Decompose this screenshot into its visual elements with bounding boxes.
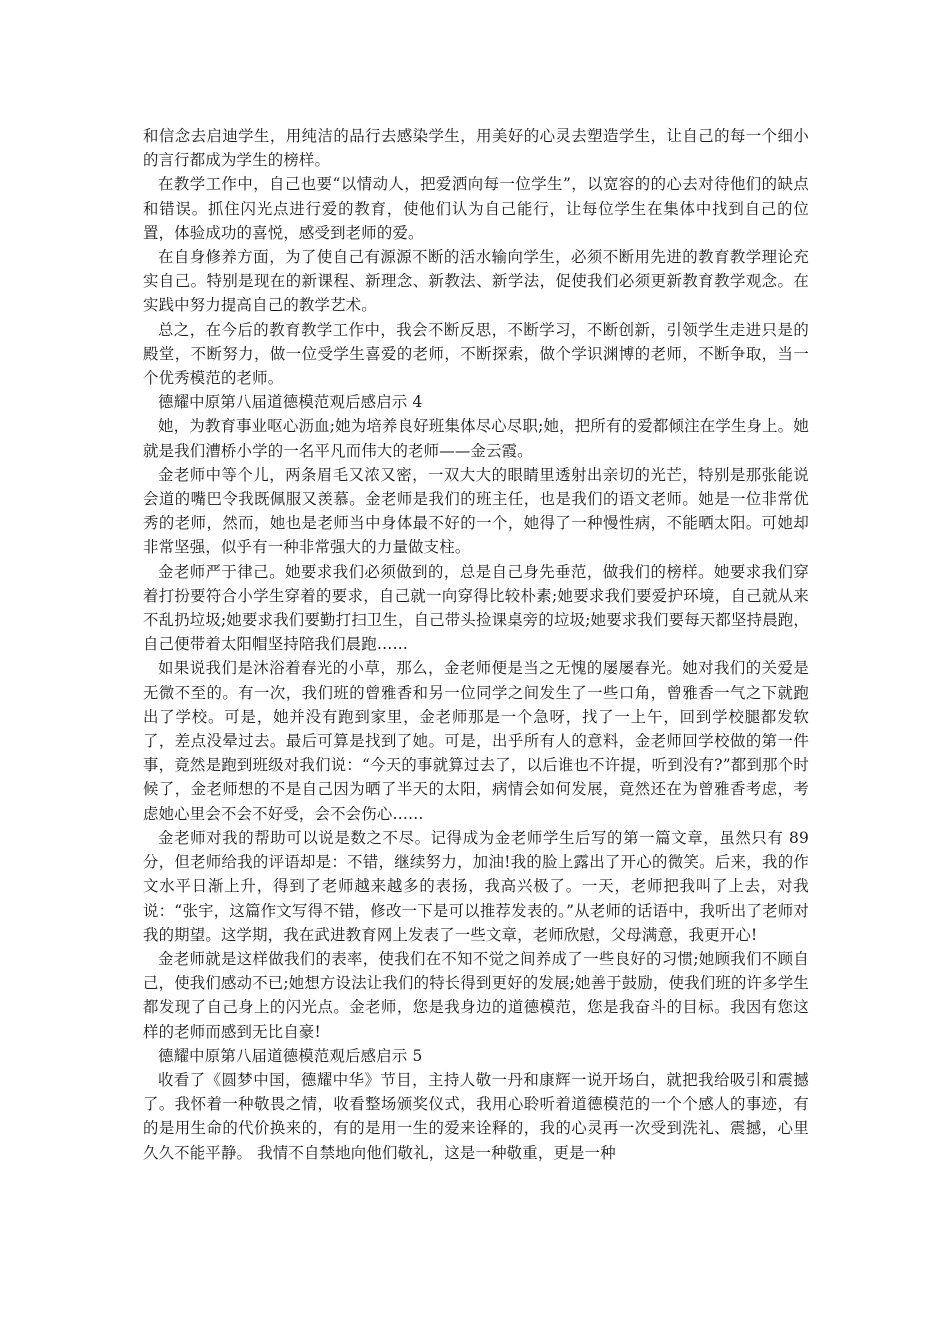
paragraph: 她，为教育事业呕心沥血;她为培养良好班集体尽心尽职;她，把所有的爱都倾注在学生身上。她就是我们漕桥小学的一名平凡而伟大的老师——金云霞。 xyxy=(143,417,809,460)
paragraph: 在教学工作中，自己也要“以情动人，把爱洒向每一位学生”，以宽容的的心去对待他们的缺点和错误。抓住闪光点进行爱的教育，使他们认为自己能行，让每位学生在集体中找到自己的位置，体验成功的喜悦，感受到老师的爱。 xyxy=(143,175,809,242)
paragraph: 金老师严于律己。她要求我们必须做到的，总是自己身先垂范，做我们的榜样。她要求我们穿着打扮要符合小学生穿着的要求，自己就一向穿得比较朴素;她要求我们要爱护环境，自己就从来不乱扔垃圾;她要求我们要勤打扫卫生，自己带头捡课桌旁的垃圾;她要求我们要每天都坚持晨跑，自己便带着太阳帽坚持陪我们晨跑…… xyxy=(143,562,809,654)
paragraph: 总之，在今后的教育教学工作中，我会不断反思，不断学习，不断创新，引领学生走进只是的殿堂，不断努力，做一位受学生喜爱的老师，不断探索，做个学识渊博的老师，不断争取，当一个优秀模范的老师。 xyxy=(143,320,809,388)
section-heading: 德耀中原第八届道德模范观后感启示 4 xyxy=(158,393,423,412)
paragraph: 金老师就是这样做我们的表率，使我们在不知不觉之间养成了一些良好的习惯;她顾我们不顾自己，使我们感动不已;她想方设法让我们的特长得到更好的发展;她善于鼓励，使我们班的许多学生都发现了自己身上的闪光点。金老师，您是我身边的道德模范，您是我奋斗的目标。我因有您这样的老师而感到无比自豪! xyxy=(143,949,809,1041)
section-heading: 德耀中原第八届道德模范观后感启示 5 xyxy=(158,1046,423,1065)
paragraph: 收看了《圆梦中国，德耀中华》节目，主持人敬一丹和康辉一说开场白，就把我给吸引和震撼了。我怀着一种敬畏之情，收看整场颁奖仪式，我用心聆听着道德模范的一个个感人的事迹，有的是用生命的代价换来的，有的是用一生的爱来诠释的，我的心灵再一次受到洗礼、震撼，心里久久不能平静。 我情不自禁地向他们敬礼，这是一种敬重，更是一种 xyxy=(143,1070,809,1162)
paragraph: 如果说我们是沐浴着春光的小草，那么，金老师便是当之无愧的屡屡春光。她对我们的关爱是无微不至的。有一次，我们班的曾雅香和另一位同学之间发生了一些口角，曾雅香一气之下就跑出了学校。可是，她并没有跑到家里，金老师那是一个急呀，找了一上午，回到学校腿都发软了，差点没晕过去。最后可算是找到了她。可是，出乎所有人的意料，金老师回学校做的第一件事，竟然是跑到班级对我们说：“今天的事就算过去了，以后谁也不许提，听到没有?”都到那个时候了，金老师想的不是自己因为晒了半天的太阳，病情会如何发展，竟然还在为曾雅香考虑，考虑她心里会不会不好受，会不会伤心…… xyxy=(143,659,809,823)
document-page xyxy=(143,124,809,1165)
paragraph: 金老师对我的帮助可以说是数之不尽。记得成为金老师学生后写的第一篇文章，虽然只有 89 分，但老师给我的评语却是：不错，继续努力，加油!我的脸上露出了开心的微笑。后来，我的作文水平日渐上升，得到了老师越来越多的表扬，我高兴极了。一天，老师把我叫了上去，对我说：“张宇，这篇作文写得不错，修改一下是可以推荐发表的。”从老师的话语中，我听出了老师对我的期望。这学期，我在武进教育网上发表了一些文章，老师欣慰，父母满意，我更开心! xyxy=(143,828,809,944)
paragraph: 金老师中等个儿，两条眉毛又浓又密，一双大大的眼睛里透射出亲切的光芒，特别是那张能说会道的嘴巴令我既佩服又羡慕。金老师是我们的班主任，也是我们的语文老师。她是一位非常优秀的老师，然而，她也是老师当中身体最不好的一个，她得了一种慢性病，不能晒太阳。可她却非常坚强，似乎有一种非常强大的力量做支柱。 xyxy=(143,465,809,557)
paragraph-continuation: 和信念去启迪学生，用纯洁的品行去感染学生，用美好的心灵去塑造学生，让自己的每一个细小的言行都成为学生的榜样。 xyxy=(143,127,809,170)
paragraph: 在自身修养方面，为了使自己有源源不断的活水输向学生，必须不断用先进的教育教学理论充实自己。特别是现在的新课程、新理念、新教法、新学法，促使我们必须更新教育教学观念。在实践中努力提高自己的教学艺术。 xyxy=(143,248,809,315)
